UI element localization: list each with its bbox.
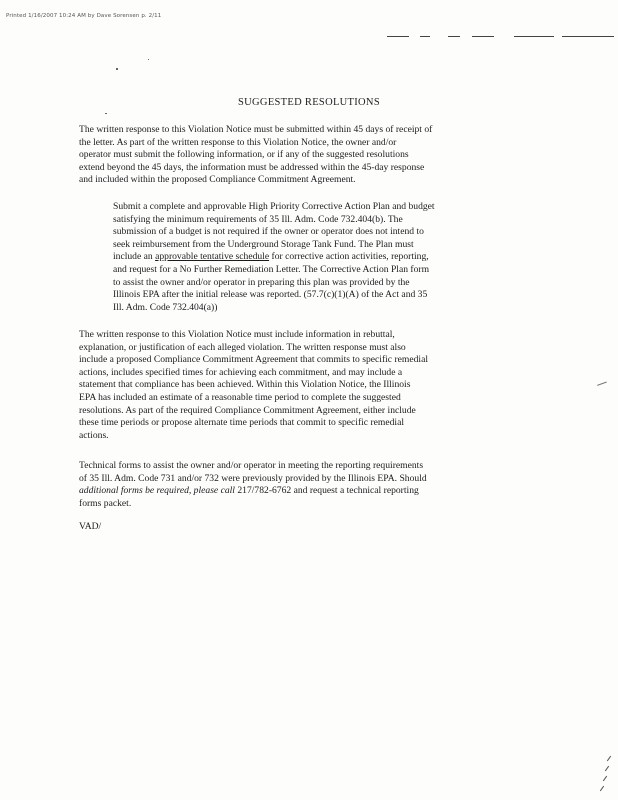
text-line: Submit a complete and approvable High Priority Corrective Action Plan and budget <box>113 201 435 212</box>
text-fragment: for corrective action activities, reporting, <box>269 251 429 263</box>
paragraph-written-response <box>79 329 534 442</box>
text-line: statement that compliance has been achieved. Within this Violation Notice, the Illinois <box>79 379 411 391</box>
text-line: actions. <box>79 429 109 441</box>
header-rule <box>420 36 430 37</box>
text-line: Illinois EPA after the initial release was reported. (57.7(c)(1)(A) of the Act and 35 <box>113 289 428 301</box>
text-line: Ill. Adm. Code 732.404(a)) <box>113 301 218 313</box>
text-line: Technical forms to assist the owner and/or operator in meeting the reporting requirements <box>79 460 424 471</box>
header-rule <box>472 36 494 37</box>
text-line <box>113 251 531 264</box>
text-fragment: include an <box>113 251 156 263</box>
paragraph-technical-forms <box>79 460 534 510</box>
header-rule <box>387 36 409 37</box>
text-line: and request for a No Further Remediation Letter. The Corrective Action Plan form <box>113 263 430 275</box>
header-rule <box>562 36 614 37</box>
margin-mark <box>597 382 609 392</box>
scan-speck <box>605 766 609 771</box>
text-line: satisfying the minimum requirements of 35 Ill. Adm. Code 732.404(b). The <box>113 213 403 225</box>
scan-edge-marks <box>596 756 614 796</box>
underlined-phrase: approvable tentative schedule <box>155 251 270 263</box>
text-line: resolutions. As part of the required Compliance Commitment Agreement, either include <box>79 404 416 416</box>
scan-speck <box>105 113 107 114</box>
text-line: explanation, or justification of each alleged violation. The written response must also <box>79 341 406 353</box>
header-rule <box>448 36 460 37</box>
text-line: the letter. As part of the written response to this Violation Notice, the owner and/or <box>79 136 397 148</box>
text-line: The written response to this Violation Notice must include information in rebuttal, <box>79 329 395 340</box>
text-line: seek reimbursement from the Underground Storage Tank Fund. The Plan must <box>113 238 414 250</box>
scan-speck <box>603 776 607 781</box>
header-rule <box>514 36 554 37</box>
text-line: extend beyond the 45 days, the information must be addressed within the 45-day response <box>79 161 425 173</box>
text-fragment: 217/782-6762 and request a technical reporting <box>234 485 419 497</box>
text-line: these time periods or propose alternate time periods that commit to specific remedial <box>79 417 405 429</box>
paragraph-corrective-action-plan <box>113 201 531 314</box>
italic-phrase: additional forms be required, please call <box>79 485 235 497</box>
text-line: actions, includes specified times for achieving each commitment, and may include a <box>79 366 403 378</box>
scan-speck <box>116 68 118 70</box>
text-line <box>79 485 534 498</box>
fax-header: Printed 1/16/2007 10:24 AM by Dave Sorensen p. 2/11 <box>6 13 162 19</box>
text-line: and included within the proposed Compliance Commitment Agreement. <box>79 174 356 186</box>
page-title: SUGGESTED RESOLUTIONS <box>238 97 380 108</box>
scan-speck <box>148 59 149 60</box>
paragraph-response-deadline <box>79 124 534 187</box>
text-line: operator must submit the following information, or if any of the suggested resolutions <box>79 149 409 161</box>
text-line: to assist the owner and/or operator in preparing this plan was provided by the <box>113 276 410 288</box>
scan-speck <box>607 756 611 761</box>
text-line: EPA has included an estimate of a reasonable time period to complete the suggested <box>79 391 401 403</box>
signature-initials: VAD/ <box>79 521 102 532</box>
text-line: submission of a budget is not required if the owner or operator does not intend to <box>113 226 424 238</box>
text-line: forms packet. <box>79 497 132 509</box>
text-line: The written response to this Violation Notice must be submitted within 45 days of receipt of <box>79 124 433 135</box>
text-line: of 35 Ill. Adm. Code 731 and/or 732 were previously provided by the Illinois EPA. Should <box>79 472 427 484</box>
text-line: include a proposed Compliance Commitment Agreement that commits to specific remedial <box>79 354 429 366</box>
scan-speck <box>600 786 604 791</box>
